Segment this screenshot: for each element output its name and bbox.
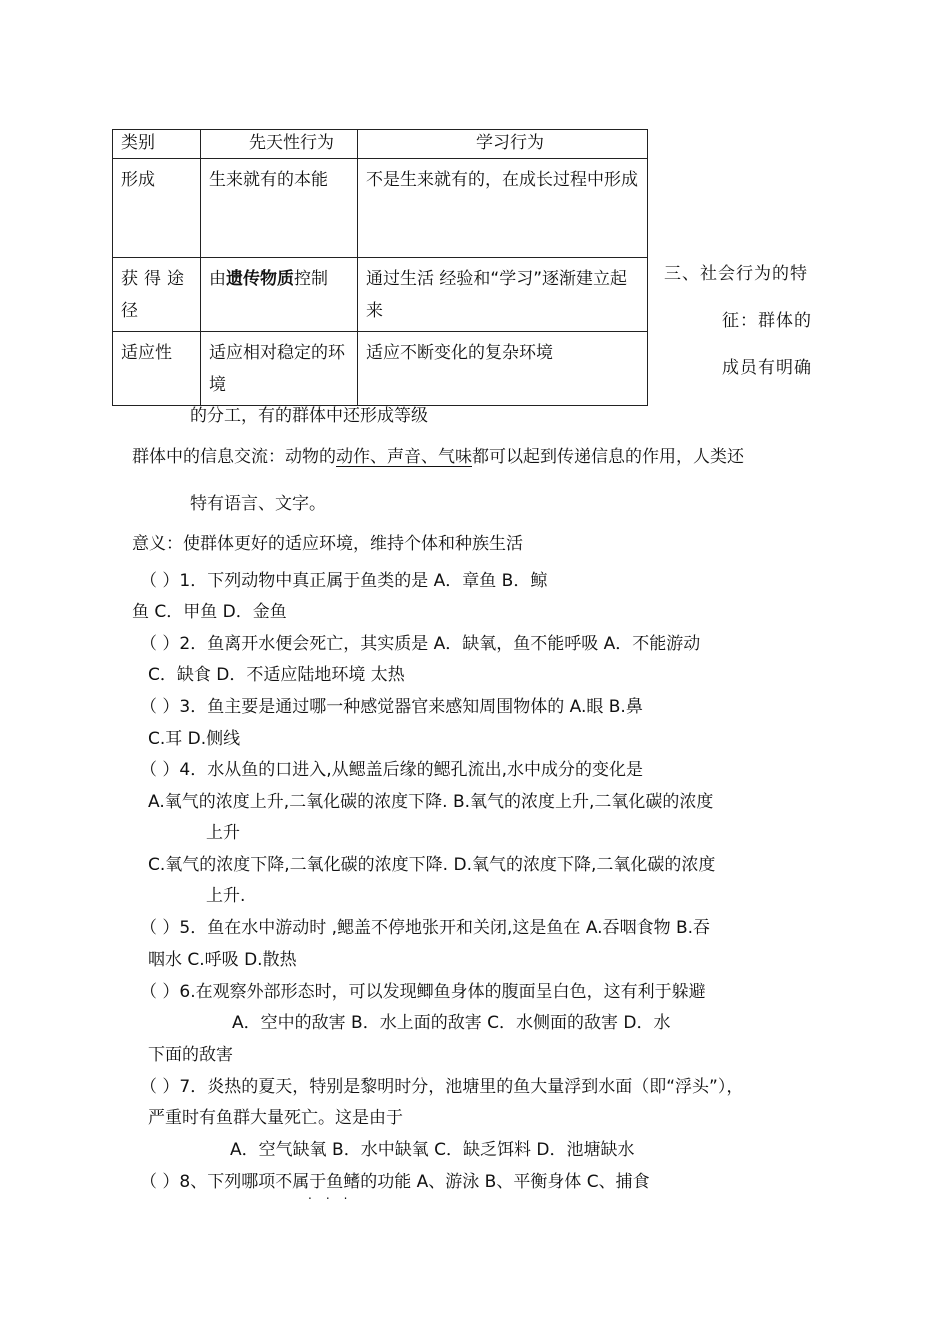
question-1: （ ）1．下列动物中真正属于鱼类的是 A．章鱼 B．鲸 [140,571,548,591]
cell-category: 适应性 [113,332,201,406]
info-line-2: 特有语言、文字。 [190,494,326,514]
question-7-cont: 严重时有鱼群大量死亡。这是由于 [148,1108,403,1128]
question-4-option-ab: A.氧气的浓度上升,二氧化碳的浓度下降. B.氧气的浓度上升,二氧化碳的浓度 [148,792,714,812]
social-line-4: 的分工，有的群体中还形成等级 [190,406,428,426]
cell-innate-pre: 由 [209,269,226,289]
header-innate: 先天性行为 [201,130,358,159]
question-6-cont: 下面的敌害 [148,1045,233,1065]
info-post: 都可以起到传递信息的作用，人类还 [472,447,744,467]
meaning-line: 意义：使群体更好的适应环境，维持个体和种族生活 [132,534,523,554]
cell-innate [201,258,358,332]
question-3-cont: C.耳 D.侧线 [148,729,241,749]
question-4-option-d-cont: 上升. [206,886,246,906]
question-4-option-b-cont: 上升 [206,823,240,843]
question-4-option-cd: C.氧气的浓度下降,二氧化碳的浓度下降. D.氧气的浓度下降,二氧化碳的浓度 [148,855,716,875]
table-row [113,159,648,258]
question-8: （ ）8、下列哪项不属于鱼鳍的功能 A、游泳 B、平衡身体 C、捕食 [140,1172,650,1192]
question-6: （ ）6.在观察外部形态时，可以发现鲫鱼身体的腹面呈白色，这有利于躲避 [140,982,706,1002]
question-1-cont: 鱼 C．甲鱼 D．金鱼 [132,602,287,622]
question-5: （ ）5．鱼在水中游动时 ,鳃盖不停地张开和关闭,这是鱼在 A.吞咽食物 B.吞 [140,918,711,938]
social-line-3: 成员有明确 [722,358,812,378]
question-6-options: A．空中的敌害 B．水上面的敌害 C．水侧面的敌害 D．水 [232,1013,671,1033]
question-3: （ ）3．鱼主要是通过哪一种感觉器官来感知周围物体的 A.眼 B.鼻 [140,697,643,717]
cell-innate-post: 控制 [294,269,328,289]
social-line-1: 三、社会行为的特 [664,264,808,284]
table-row [113,332,648,406]
cell-learned: 通过生活 经验和“学习”逐渐建立起来 [358,258,648,332]
question-7: （ ）7．炎热的夏天，特别是黎明时分，池塘里的鱼大量浮到水面（即“浮头”）， [140,1077,744,1097]
question-4: （ ）4．水从鱼的口进入,从鳃盖后缘的鳃孔流出,水中成分的变化是 [140,760,644,780]
cell-innate-bold: 遗传物质 [226,269,294,289]
question-7-options: A．空气缺氧 B．水中缺氧 C．缺乏饵料 D．池塘缺水 [230,1140,635,1160]
info-pre: 群体中的信息交流：动物的 [132,447,336,467]
header-category: 类别 [113,130,201,159]
question-2-cont: C．缺食 D．不适应陆地环境 太热 [148,665,405,685]
info-underlined: 动作、声音、气味 [336,447,472,467]
emphasis-dots: ... [308,1188,362,1202]
cell-category: 获得途径 [113,258,201,332]
cell-category: 形成 [113,159,201,258]
header-learned: 学习行为 [358,130,648,159]
table-row [113,258,648,332]
question-5-cont: 咽水 C.呼吸 D.散热 [148,950,297,970]
behavior-comparison-table [112,129,648,406]
cell-learned: 不是生来就有的，在成长过程中形成 [358,159,648,258]
cell-innate: 适应相对稳定的环境 [201,332,358,406]
cell-innate: 生来就有的本能 [201,159,358,258]
question-2: （ ）2．鱼离开水便会死亡，其实质是 A．缺氧，鱼不能呼吸 A．不能游动 [140,634,701,654]
cell-learned: 适应不断变化的复杂环境 [358,332,648,406]
table-header-row [113,130,648,159]
info-exchange-line [132,446,744,468]
social-line-2: 征：群体的 [722,311,812,331]
